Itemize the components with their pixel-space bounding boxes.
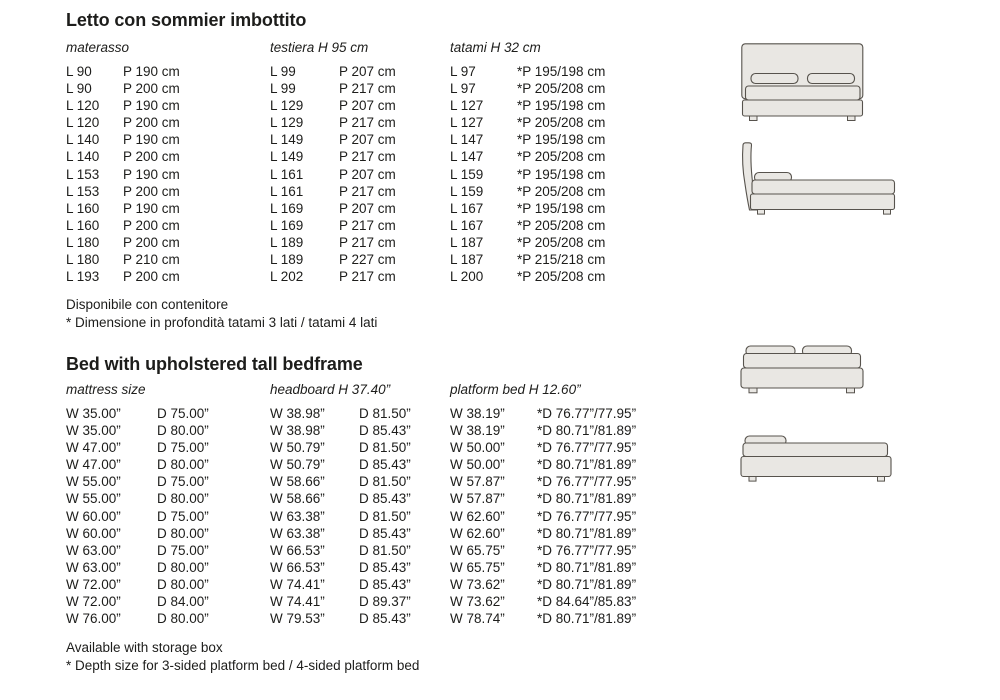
- depth-value: D 80.00”: [157, 491, 209, 507]
- width-value: L 193: [66, 269, 100, 285]
- width-value: L 97: [450, 64, 476, 79]
- size-row: [66, 405, 209, 422]
- width-value: W 38.19”: [450, 406, 505, 421]
- depth-value: *P 215/218 cm: [517, 252, 606, 268]
- depth-value: P 217 cm: [339, 149, 396, 165]
- width-value: W 38.98”: [270, 406, 325, 421]
- size-row: [270, 422, 411, 439]
- size-row: [66, 593, 209, 610]
- depth-value: *P 205/208 cm: [517, 217, 606, 233]
- width-value: W 50.79”: [270, 440, 325, 456]
- depth-value: *P 205/208 cm: [517, 234, 606, 250]
- width-value: W 74.41”: [270, 576, 325, 592]
- note-line: Disponibile con contenitore: [66, 297, 229, 312]
- width-value: W 47.00”: [66, 440, 121, 456]
- depth-value: D 80.00”: [157, 423, 209, 439]
- width-value: L 129: [270, 115, 304, 131]
- size-column-group: [450, 382, 636, 627]
- size-row: [270, 268, 396, 285]
- size-row: [66, 490, 209, 507]
- width-value: L 180: [66, 234, 100, 250]
- size-row: [270, 131, 396, 148]
- width-value: W 74.41”: [270, 594, 325, 610]
- size-row: [270, 456, 411, 473]
- size-row: [66, 131, 180, 148]
- size-row: [450, 439, 636, 456]
- depth-value: *D 76.77”/77.95”: [537, 440, 637, 456]
- width-value: W 35.00”: [66, 423, 121, 439]
- size-row: [450, 217, 605, 234]
- size-row: [450, 508, 636, 525]
- depth-value: D 81.50”: [359, 440, 411, 456]
- depth-value: D 75.00”: [157, 542, 209, 558]
- size-row: [450, 268, 605, 285]
- size-row: [450, 525, 636, 542]
- metric-section-title: Letto con sommier imbottito: [66, 10, 307, 30]
- platform-bed-front-view-drawing: [740, 345, 864, 394]
- width-value: L 169: [270, 217, 304, 233]
- size-row: [270, 148, 396, 165]
- depth-value: D 81.50”: [359, 508, 411, 524]
- width-value: W 78.74”: [450, 611, 505, 627]
- size-row: [270, 114, 396, 131]
- size-row: [450, 490, 636, 507]
- width-value: W 63.38”: [270, 508, 325, 524]
- size-row: [270, 542, 411, 559]
- depth-value: *D 80.71”/81.89”: [537, 491, 637, 507]
- size-row: [270, 217, 396, 234]
- width-value: L 189: [270, 234, 304, 250]
- bed-with-headboard-side-view-drawing: [738, 142, 898, 216]
- size-column-group: [270, 382, 411, 627]
- depth-value: P 207 cm: [339, 64, 396, 79]
- depth-value: *D 84.64”/85.83”: [537, 594, 637, 610]
- depth-value: D 81.50”: [359, 542, 411, 558]
- size-row: [66, 268, 180, 285]
- depth-value: P 200 cm: [123, 149, 180, 165]
- depth-value: *D 76.77”/77.95”: [537, 508, 637, 524]
- width-value: L 160: [66, 200, 100, 216]
- size-row: [270, 166, 396, 183]
- size-row: [450, 166, 605, 183]
- depth-value: *D 76.77”/77.95”: [537, 406, 637, 421]
- size-row: [450, 183, 605, 200]
- depth-value: P 200 cm: [123, 115, 180, 131]
- width-value: L 90: [66, 64, 92, 79]
- width-value: L 97: [450, 81, 476, 97]
- size-row: [66, 542, 209, 559]
- depth-value: P 190 cm: [123, 64, 180, 79]
- size-row: [66, 63, 180, 80]
- size-row: [450, 131, 605, 148]
- size-row: [270, 490, 411, 507]
- depth-value: D 85.43”: [359, 491, 411, 507]
- size-row: [66, 559, 209, 576]
- width-value: W 65.75”: [450, 542, 505, 558]
- width-value: L 120: [66, 98, 100, 114]
- size-row: [450, 63, 605, 80]
- width-value: W 62.60”: [450, 508, 505, 524]
- size-row: [66, 610, 209, 627]
- width-value: L 149: [270, 149, 304, 165]
- depth-value: D 80.00”: [157, 576, 209, 592]
- size-row: [66, 80, 180, 97]
- depth-value: P 190 cm: [123, 132, 180, 148]
- size-row: [270, 200, 396, 217]
- depth-value: D 81.50”: [359, 406, 411, 421]
- depth-value: D 85.43”: [359, 576, 411, 592]
- size-row: [270, 80, 396, 97]
- size-row: [270, 97, 396, 114]
- column-header: testiera H 95 cm: [270, 40, 369, 55]
- width-value: W 79.53”: [270, 611, 325, 627]
- column-header: tatami H 32 cm: [450, 40, 541, 55]
- width-value: W 50.00”: [450, 440, 505, 456]
- depth-value: P 190 cm: [123, 166, 180, 182]
- size-row: [66, 114, 180, 131]
- size-row: [66, 183, 180, 200]
- depth-value: P 207 cm: [339, 166, 396, 182]
- size-row: [450, 422, 636, 439]
- width-value: L 120: [66, 115, 100, 131]
- depth-value: P 217 cm: [339, 217, 396, 233]
- note-line: * Depth size for 3-sided platform bed / 4-sided platform bed: [66, 658, 420, 673]
- width-value: W 72.00”: [66, 594, 121, 610]
- width-value: L 147: [450, 132, 484, 148]
- depth-value: *P 195/198 cm: [517, 64, 606, 79]
- size-row: [270, 576, 411, 593]
- column-header: materasso: [66, 40, 130, 55]
- width-value: W 47.00”: [66, 457, 121, 473]
- size-row: [450, 405, 636, 422]
- size-row: [450, 114, 605, 131]
- width-value: W 63.00”: [66, 559, 121, 575]
- depth-value: *P 205/208 cm: [517, 149, 606, 165]
- depth-value: D 80.00”: [157, 525, 209, 541]
- width-value: L 161: [270, 183, 304, 199]
- size-row: [66, 251, 180, 268]
- size-row: [66, 217, 180, 234]
- depth-value: *D 76.77”/77.95”: [537, 542, 637, 558]
- width-value: W 66.53”: [270, 542, 325, 558]
- depth-value: D 85.43”: [359, 457, 411, 473]
- depth-value: P 217 cm: [339, 234, 396, 250]
- depth-value: P 217 cm: [339, 269, 396, 285]
- depth-value: D 89.37”: [359, 594, 411, 610]
- size-column-group: [270, 40, 396, 285]
- width-value: L 169: [270, 200, 304, 216]
- depth-value: *P 195/198 cm: [517, 132, 606, 148]
- width-value: W 60.00”: [66, 525, 121, 541]
- size-row: [66, 148, 180, 165]
- platform-bed-side-view-drawing: [740, 435, 893, 482]
- width-value: L 153: [66, 183, 100, 199]
- depth-value: *P 205/208 cm: [517, 115, 606, 131]
- size-row: [270, 508, 411, 525]
- size-row: [270, 473, 411, 490]
- size-row: [450, 456, 636, 473]
- size-row: [270, 251, 396, 268]
- depth-value: D 85.43”: [359, 423, 411, 439]
- width-value: W 57.87”: [450, 491, 505, 507]
- width-value: L 90: [66, 81, 92, 97]
- width-value: W 55.00”: [66, 491, 121, 507]
- width-value: W 60.00”: [66, 508, 121, 524]
- width-value: L 140: [66, 132, 100, 148]
- width-value: W 35.00”: [66, 406, 121, 421]
- width-value: L 180: [66, 252, 100, 268]
- depth-value: *D 80.71”/81.89”: [537, 457, 637, 473]
- depth-value: P 190 cm: [123, 98, 180, 114]
- size-row: [270, 439, 411, 456]
- size-row: [450, 473, 636, 490]
- width-value: L 160: [66, 217, 100, 233]
- size-row: [450, 97, 605, 114]
- depth-value: P 217 cm: [339, 81, 396, 97]
- depth-value: *D 80.71”/81.89”: [537, 525, 637, 541]
- depth-value: *P 195/198 cm: [517, 200, 606, 216]
- depth-value: D 85.43”: [359, 525, 411, 541]
- width-value: W 73.62”: [450, 576, 505, 592]
- size-row: [270, 234, 396, 251]
- width-value: L 153: [66, 166, 100, 182]
- size-row: [66, 576, 209, 593]
- width-value: W 73.62”: [450, 594, 505, 610]
- note-line: Available with storage box: [66, 640, 223, 655]
- depth-value: P 207 cm: [339, 98, 396, 114]
- width-value: L 159: [450, 166, 484, 182]
- width-value: L 129: [270, 98, 304, 114]
- size-row: [66, 508, 209, 525]
- width-value: W 63.00”: [66, 542, 121, 558]
- size-row: [66, 234, 180, 251]
- depth-value: D 75.00”: [157, 406, 209, 421]
- width-value: L 127: [450, 98, 484, 114]
- size-row: [450, 542, 636, 559]
- depth-value: *D 76.77”/77.95”: [537, 474, 637, 490]
- width-value: L 167: [450, 217, 484, 233]
- depth-value: P 190 cm: [123, 200, 180, 216]
- width-value: L 99: [270, 64, 296, 79]
- size-row: [270, 183, 396, 200]
- width-value: W 72.00”: [66, 576, 121, 592]
- size-row: [450, 593, 636, 610]
- size-row: [450, 559, 636, 576]
- size-row: [66, 473, 209, 490]
- width-value: W 55.00”: [66, 474, 121, 490]
- depth-value: P 200 cm: [123, 269, 180, 285]
- depth-value: D 75.00”: [157, 474, 209, 490]
- depth-value: D 80.00”: [157, 611, 209, 627]
- size-row: [270, 593, 411, 610]
- depth-value: D 85.43”: [359, 611, 411, 627]
- width-value: L 167: [450, 200, 484, 216]
- column-header: platform bed H 12.60”: [450, 382, 581, 397]
- depth-value: D 80.00”: [157, 559, 209, 575]
- depth-value: *D 80.71”/81.89”: [537, 423, 637, 439]
- width-value: W 76.00”: [66, 611, 121, 627]
- depth-value: P 200 cm: [123, 217, 180, 233]
- metric-notes: [66, 296, 377, 332]
- size-row: [450, 234, 605, 251]
- depth-value: D 81.50”: [359, 474, 411, 490]
- size-row: [450, 148, 605, 165]
- width-value: L 159: [450, 183, 484, 199]
- width-value: W 63.38”: [270, 525, 325, 541]
- size-row: [66, 200, 180, 217]
- width-value: L 140: [66, 149, 100, 165]
- depth-value: *D 80.71”/81.89”: [537, 559, 637, 575]
- depth-value: P 200 cm: [123, 234, 180, 250]
- size-row: [270, 63, 396, 80]
- size-row: [66, 422, 209, 439]
- width-value: W 50.79”: [270, 457, 325, 473]
- depth-value: P 227 cm: [339, 252, 396, 268]
- depth-value: P 217 cm: [339, 115, 396, 131]
- depth-value: *D 80.71”/81.89”: [537, 576, 637, 592]
- width-value: W 50.00”: [450, 457, 505, 473]
- width-value: L 189: [270, 252, 304, 268]
- size-row: [66, 456, 209, 473]
- bed-with-headboard-front-view-drawing: [741, 43, 864, 121]
- width-value: L 149: [270, 132, 304, 148]
- width-value: W 38.19”: [450, 423, 505, 439]
- depth-value: D 85.43”: [359, 559, 411, 575]
- size-column-group: [450, 40, 605, 285]
- size-row: [450, 200, 605, 217]
- size-row: [66, 439, 209, 456]
- size-row: [270, 525, 411, 542]
- width-value: W 66.53”: [270, 559, 325, 575]
- note-line: * Dimensione in profondità tatami 3 lati / tatami 4 lati: [66, 315, 378, 330]
- width-value: L 187: [450, 252, 484, 268]
- width-value: L 200: [450, 269, 484, 285]
- width-value: W 57.87”: [450, 474, 505, 490]
- size-row: [450, 576, 636, 593]
- depth-value: *P 205/208 cm: [517, 81, 606, 97]
- depth-value: P 207 cm: [339, 132, 396, 148]
- size-column-group: [66, 382, 209, 627]
- size-row: [66, 525, 209, 542]
- width-value: L 99: [270, 81, 296, 97]
- imperial-notes: [66, 639, 419, 675]
- size-column-group: [66, 40, 180, 285]
- width-value: L 127: [450, 115, 484, 131]
- size-row: [450, 610, 636, 627]
- size-row: [66, 97, 180, 114]
- width-value: L 161: [270, 166, 304, 182]
- imperial-section-title: Bed with upholstered tall bedframe: [66, 354, 363, 374]
- column-header: headboard H 37.40”: [270, 382, 391, 397]
- width-value: W 58.66”: [270, 474, 325, 490]
- depth-value: *P 195/198 cm: [517, 98, 606, 114]
- width-value: W 62.60”: [450, 525, 505, 541]
- depth-value: P 207 cm: [339, 200, 396, 216]
- column-header: mattress size: [66, 382, 146, 397]
- width-value: W 38.98”: [270, 423, 325, 439]
- depth-value: P 200 cm: [123, 81, 180, 97]
- size-row: [270, 559, 411, 576]
- depth-value: D 80.00”: [157, 457, 209, 473]
- depth-value: *D 80.71”/81.89”: [537, 611, 637, 627]
- depth-value: P 210 cm: [123, 252, 180, 268]
- width-value: L 147: [450, 149, 484, 165]
- size-row: [270, 405, 411, 422]
- depth-value: D 75.00”: [157, 440, 209, 456]
- width-value: W 65.75”: [450, 559, 505, 575]
- width-value: L 202: [270, 269, 304, 285]
- depth-value: D 84.00”: [157, 594, 209, 610]
- depth-value: P 200 cm: [123, 183, 180, 199]
- width-value: W 58.66”: [270, 491, 325, 507]
- size-row: [450, 80, 605, 97]
- depth-value: *P 195/198 cm: [517, 166, 606, 182]
- size-row: [270, 610, 411, 627]
- size-row: [450, 251, 605, 268]
- depth-value: D 75.00”: [157, 508, 209, 524]
- depth-value: P 217 cm: [339, 183, 396, 199]
- depth-value: *P 205/208 cm: [517, 183, 606, 199]
- width-value: L 187: [450, 234, 484, 250]
- depth-value: *P 205/208 cm: [517, 269, 606, 285]
- size-row: [66, 166, 180, 183]
